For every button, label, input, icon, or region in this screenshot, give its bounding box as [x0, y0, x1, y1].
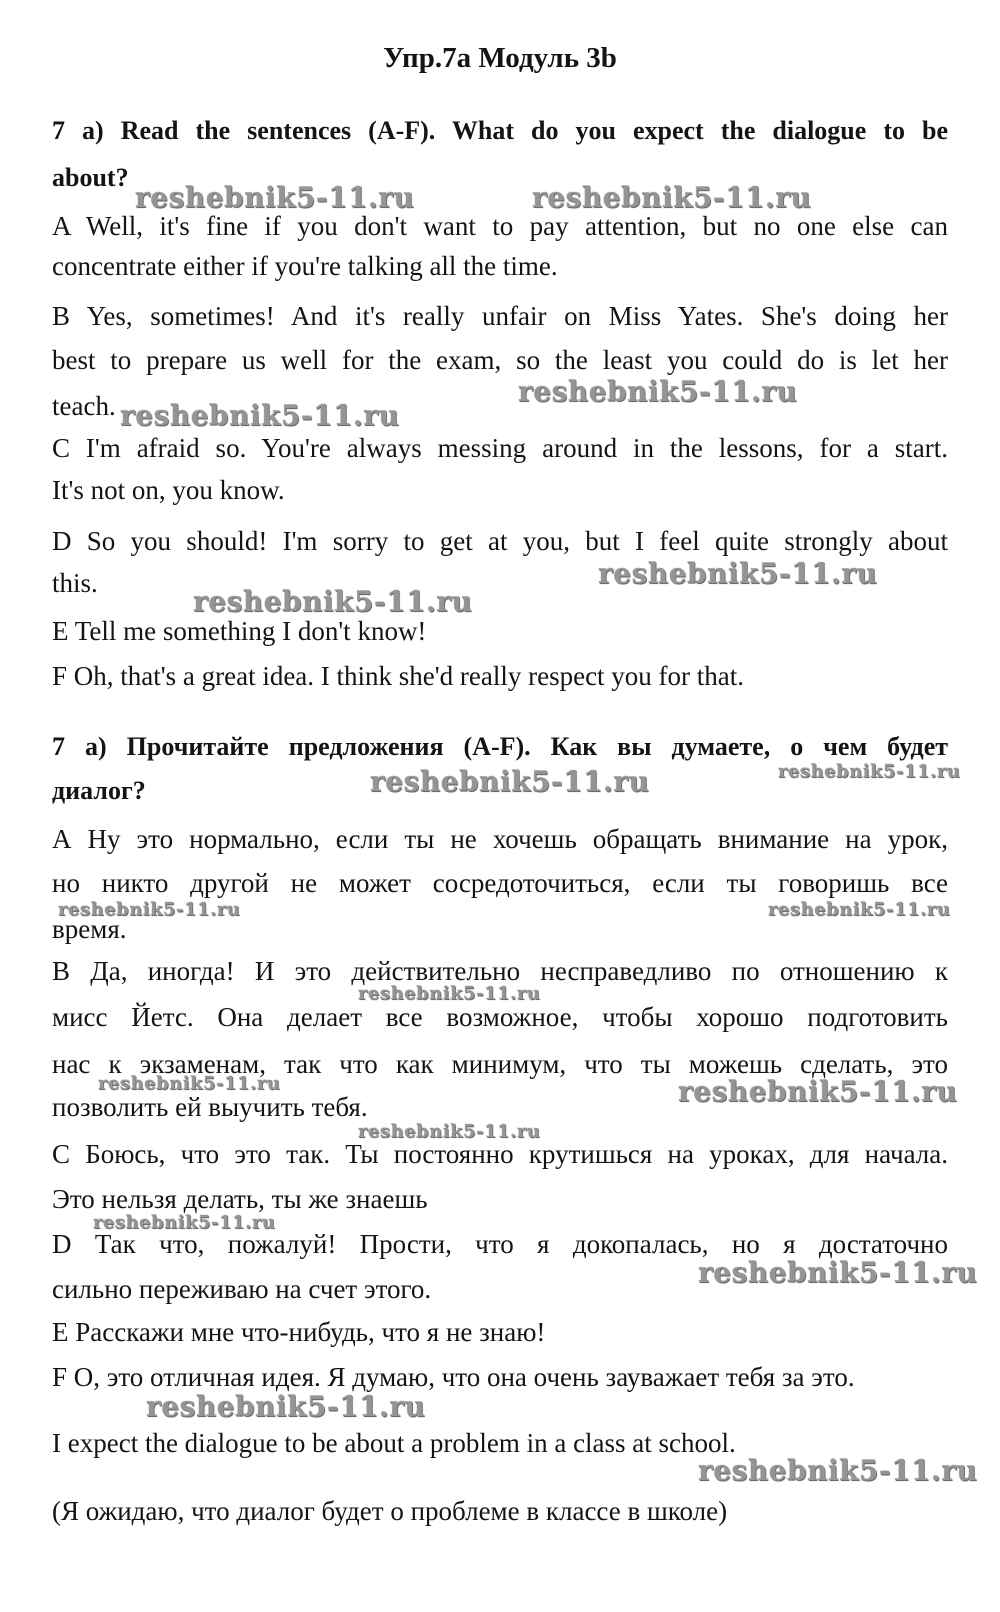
watermark: reshebnik5-11.ru	[193, 585, 473, 618]
watermark: reshebnik5-11.ru	[370, 765, 650, 798]
answer-english: I expect the dialogue to be about a problem in a class at school.	[52, 1428, 736, 1458]
answer-russian: (Я ожидаю, что диалог будет о проблеме в классе в школе)	[52, 1496, 728, 1526]
watermark: reshebnik5-11.ru	[98, 1073, 281, 1094]
ru-heading-line-2: диалог?	[52, 776, 146, 805]
watermark: reshebnik5-11.ru	[358, 1121, 541, 1142]
page-title: Упр.7а Модуль 3b	[383, 42, 617, 74]
en-sentence-e: E Tell me something I don't know!	[52, 616, 427, 646]
en-sentence-b-line-3: teach.	[52, 391, 116, 421]
en-sentence-c-line-2: It's not on, you know.	[52, 475, 285, 505]
watermark: reshebnik5-11.ru	[120, 399, 400, 432]
ru-sentence-b-line-4: позволить ей выучить тебя.	[52, 1092, 368, 1122]
en-sentence-d-line-2: this.	[52, 568, 98, 598]
ru-sentence-a-line-2: но никто другой не может сосредоточиться, если ты говоришь все	[52, 868, 948, 898]
watermark: reshebnik5-11.ru	[358, 983, 541, 1004]
watermark: reshebnik5-11.ru	[146, 1390, 426, 1423]
watermark: reshebnik5-11.ru	[768, 899, 951, 920]
ru-sentence-c-line-1: C Боюсь, что это так. Ты постоянно крутишься на уроках, для начала.	[52, 1139, 948, 1169]
watermark: reshebnik5-11.ru	[518, 375, 798, 408]
ru-sentence-a-line-1: А Ну это нормально, если ты не хочешь обращать внимание на урок,	[52, 824, 948, 854]
ru-sentence-c-line-2: Это нельзя делать, ты же знаешь	[52, 1184, 428, 1214]
watermark: reshebnik5-11.ru	[778, 761, 961, 782]
watermark: reshebnik5-11.ru	[135, 181, 415, 214]
en-sentence-a-line-2: concentrate either if you're talking all the time.	[52, 251, 558, 281]
en-heading-line-2: about?	[52, 163, 129, 192]
en-sentence-b-line-1: B Yes, sometimes! And it's really unfair on Miss Yates. She's doing her	[52, 301, 948, 331]
ru-heading-line-1: 7 а) Прочитайте предложения (A-F). Как вы думаете, о чем будет	[52, 732, 948, 761]
watermark: reshebnik5-11.ru	[93, 1212, 276, 1233]
watermark: reshebnik5-11.ru	[598, 557, 878, 590]
en-sentence-b-line-2: best to prepare us well for the exam, so the least you could do is let her	[52, 345, 948, 375]
ru-sentence-b-line-2: мисс Йетс. Она делает все возможное, чтобы хорошо подготовить	[52, 1002, 948, 1032]
ru-sentence-d-line-2: сильно переживаю на счет этого.	[52, 1274, 432, 1304]
watermark: reshebnik5-11.ru	[698, 1256, 978, 1289]
watermark: reshebnik5-11.ru	[532, 181, 812, 214]
en-sentence-a-line-1: A Well, it's fine if you don't want to pay attention, but no one else can	[52, 211, 948, 241]
en-sentence-f: F Oh, that's a great idea. I think she'd really respect you for that.	[52, 661, 745, 691]
ru-sentence-f: F О, это отличная идея. Я думаю, что она очень зауважает тебя за это.	[52, 1362, 855, 1392]
ru-sentence-b-line-1: В Да, иногда! И это действительно несправедливо по отношению к	[52, 956, 948, 986]
ru-sentence-b-line-3: нас к экзаменам, так что как минимум, что ты можешь сделать, это	[52, 1049, 948, 1079]
watermark: reshebnik5-11.ru	[58, 899, 241, 920]
en-sentence-c-line-1: C I'm afraid so. You're always messing around in the lessons, for a start.	[52, 433, 948, 463]
en-heading-line-1: 7 a) Read the sentences (A-F). What do you expect the dialogue to be	[52, 116, 948, 145]
ru-sentence-a-line-3: время.	[52, 914, 127, 944]
watermark: reshebnik5-11.ru	[678, 1075, 958, 1108]
en-sentence-d-line-1: D So you should! I'm sorry to get at you, but I feel quite strongly about	[52, 526, 948, 556]
ru-sentence-e: E Расскажи мне что-нибудь, что я не знаю!	[52, 1317, 546, 1347]
watermark: reshebnik5-11.ru	[698, 1454, 978, 1487]
ru-sentence-d-line-1: D Так что, пожалуй! Прости, что я докопалась, но я достаточно	[52, 1229, 948, 1259]
